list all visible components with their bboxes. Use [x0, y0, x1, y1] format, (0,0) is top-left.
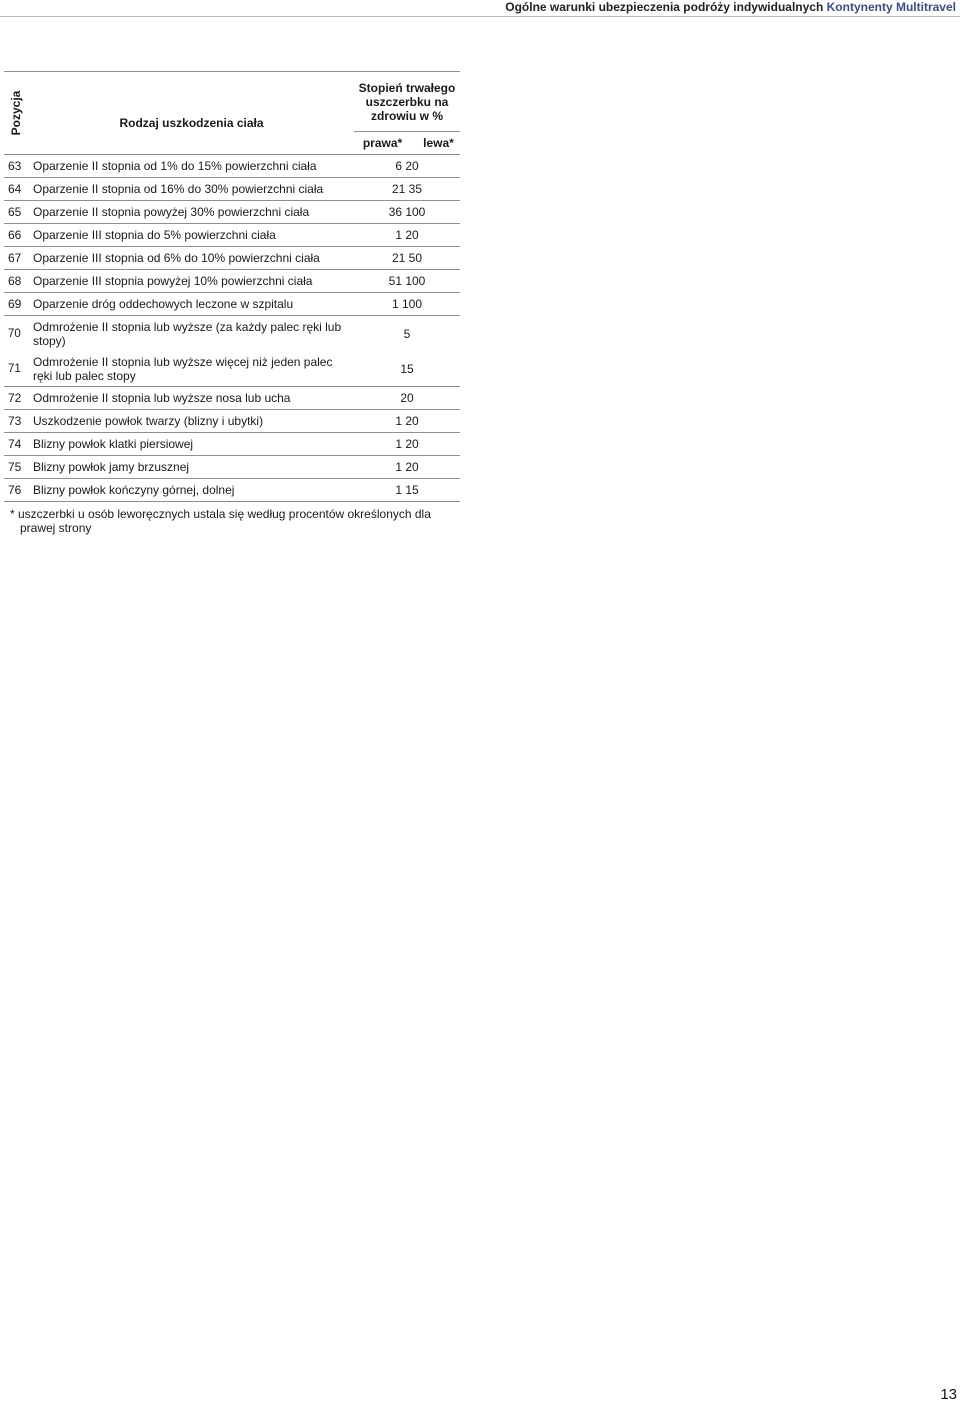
row-position: 75 — [4, 456, 29, 479]
row-position: 64 — [4, 178, 29, 201]
column-header-degree: Stopień trwałego uszczerbku na zdrowiu w % — [354, 72, 460, 132]
document-title: Ogólne warunki ubezpieczenia podróży indywidualnych — [505, 0, 824, 14]
row-position: 65 — [4, 201, 29, 224]
row-value: 1 100 — [354, 293, 460, 316]
row-value: 15 — [354, 351, 460, 387]
table-row — [4, 479, 460, 502]
row-description: Oparzenie III stopnia powyżej 10% powierzchni ciała — [29, 270, 354, 293]
row-description: Oparzenie II stopnia powyżej 30% powierzchni ciała — [29, 201, 354, 224]
table-row — [4, 247, 460, 270]
row-description: Oparzenie III stopnia od 6% do 10% powierzchni ciała — [29, 247, 354, 270]
table-row — [4, 155, 460, 178]
column-header-description: Rodzaj uszkodzenia ciała — [29, 72, 354, 155]
column-header-position — [4, 72, 29, 155]
table-row — [4, 178, 460, 201]
row-description: Uszkodzenie powłok twarzy (blizny i ubytki) — [29, 410, 354, 433]
row-description: Oparzenie III stopnia do 5% powierzchni ciała — [29, 224, 354, 247]
column-header-position-label: Pozycja — [9, 90, 23, 136]
row-position: 68 — [4, 270, 29, 293]
row-description: Odmrożenie II stopnia lub wyższe (za każdy palec ręki lub stopy) — [33, 319, 342, 348]
column-header-left: lewa* — [407, 132, 460, 155]
row-position: 71 — [4, 351, 29, 387]
table-row — [4, 270, 460, 293]
table-row — [4, 224, 460, 247]
row-value: 1 20 — [354, 224, 460, 247]
row-position: 67 — [4, 247, 29, 270]
table-row — [4, 316, 460, 352]
row-value: 21 35 — [354, 178, 460, 201]
row-description: Blizny powłok klatki piersiowej — [29, 433, 354, 456]
table-row — [4, 351, 460, 387]
table-row — [4, 456, 460, 479]
row-description: Blizny powłok kończyny górnej, dolnej — [29, 479, 354, 502]
row-description: Oparzenie II stopnia od 16% do 30% powierzchni ciała — [29, 178, 354, 201]
table-row — [4, 433, 460, 456]
running-header — [0, 0, 960, 17]
row-position: 76 — [4, 479, 29, 502]
row-description: Odmrożenie II stopnia lub wyższe więcej niż jeden palec ręki lub palec stopy — [29, 351, 354, 387]
table-row — [4, 201, 460, 224]
injury-table-container — [4, 71, 460, 502]
row-value: 1 15 — [354, 479, 460, 502]
row-description: Blizny powłok jamy brzusznej — [29, 456, 354, 479]
row-value: 5 — [403, 326, 411, 341]
row-value: 1 20 — [354, 456, 460, 479]
row-value: 51 100 — [354, 270, 460, 293]
row-value: 6 20 — [354, 155, 460, 178]
row-position: 63 — [4, 155, 29, 178]
row-value: 36 100 — [354, 201, 460, 224]
row-value: 1 20 — [354, 433, 460, 456]
product-name: Kontynenty Multitravel — [826, 0, 956, 14]
row-position: 73 — [4, 410, 29, 433]
injury-table — [4, 71, 460, 502]
column-header-right: prawa* — [354, 132, 407, 155]
table-body — [4, 155, 460, 502]
table-row — [4, 387, 460, 410]
row-description: Odmrożenie II stopnia lub wyższe nosa lub ucha — [29, 387, 354, 410]
row-position: 72 — [4, 387, 29, 410]
footnote: * uszczerbki u osób leworęcznych ustala się według procentów określonych dla prawej strony — [10, 507, 431, 535]
row-value: 21 50 — [354, 247, 460, 270]
table-row — [4, 410, 460, 433]
row-position: 70 — [8, 327, 21, 340]
row-position: 69 — [4, 293, 29, 316]
row-position: 66 — [4, 224, 29, 247]
row-value: 1 20 — [354, 410, 460, 433]
row-description: Oparzenie II stopnia od 1% do 15% powierzchni ciała — [29, 155, 354, 178]
row-description: Oparzenie dróg oddechowych leczone w szpitalu — [29, 293, 354, 316]
row-value: 20 — [354, 387, 460, 410]
page-number: 13 — [940, 1386, 957, 1403]
row-position: 74 — [4, 433, 29, 456]
table-row — [4, 293, 460, 316]
